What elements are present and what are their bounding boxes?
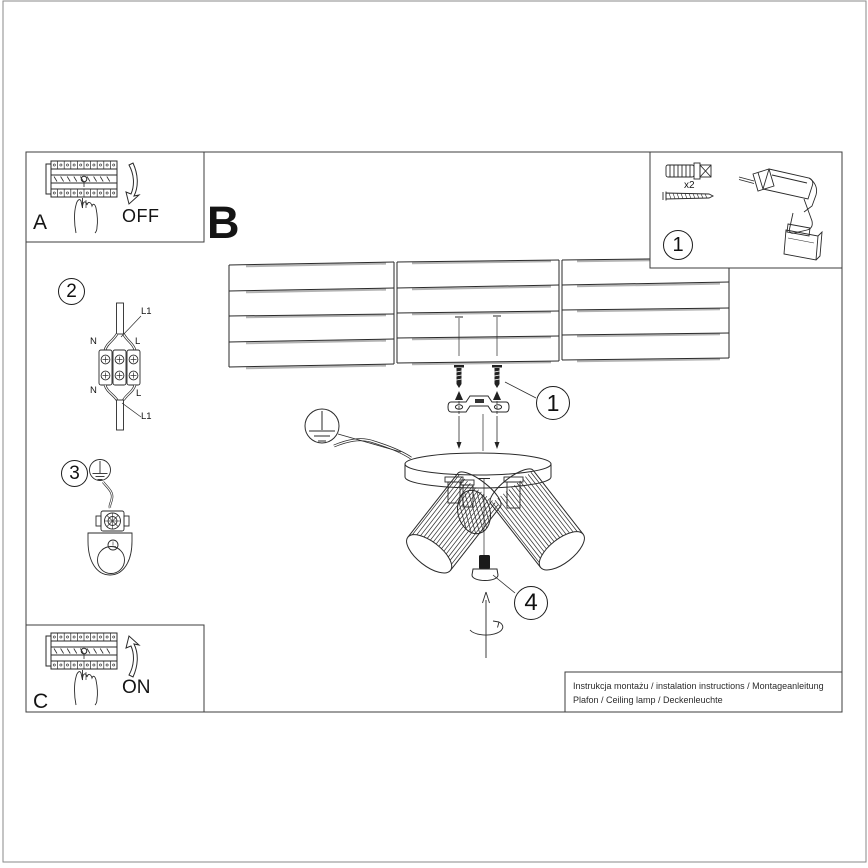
switch-off-label: OFF bbox=[122, 206, 160, 226]
callout-wiring-badge: 2 bbox=[58, 278, 85, 305]
mounting-screws bbox=[454, 316, 502, 449]
wire-n-bottom-label: N bbox=[90, 385, 97, 396]
callout-ground-badge: 3 bbox=[61, 460, 88, 487]
page-border bbox=[3, 1, 866, 862]
footer-line-1: Instrukcja montażu / instalation instructions / Montageanleitung bbox=[573, 681, 824, 691]
step-c-label: C bbox=[33, 690, 49, 713]
callout-tools-badge: 1 bbox=[663, 230, 693, 260]
callout-finial-badge: 4 bbox=[514, 586, 548, 620]
wire-l1-top-label: L1 bbox=[141, 306, 152, 317]
turn-arrow bbox=[470, 592, 503, 658]
ceiling-panels bbox=[229, 258, 729, 368]
wire-l-bottom-label: L bbox=[136, 388, 142, 399]
callout-1-leader bbox=[505, 382, 536, 398]
step-b-label: B bbox=[207, 197, 240, 248]
plug-quantity-label: x2 bbox=[684, 180, 695, 191]
step-a-label: A bbox=[33, 211, 48, 234]
spotlight-right bbox=[485, 463, 590, 577]
callout-mount-screws-badge: 1 bbox=[536, 386, 570, 420]
terminal-block-diagram bbox=[99, 303, 141, 430]
footer-text bbox=[573, 679, 824, 707]
wire-l1-bottom-label: L1 bbox=[141, 411, 152, 422]
ground-wire bbox=[334, 440, 411, 458]
switch-on-label: ON bbox=[122, 677, 151, 698]
wire-l-top-label: L bbox=[135, 336, 141, 347]
wire-n-top-label: N bbox=[90, 336, 97, 347]
canopy bbox=[405, 414, 551, 488]
footer-line-2: Plafon / Ceiling lamp / Deckenleuchte bbox=[573, 695, 723, 705]
ground-connector-diagram bbox=[88, 460, 132, 576]
